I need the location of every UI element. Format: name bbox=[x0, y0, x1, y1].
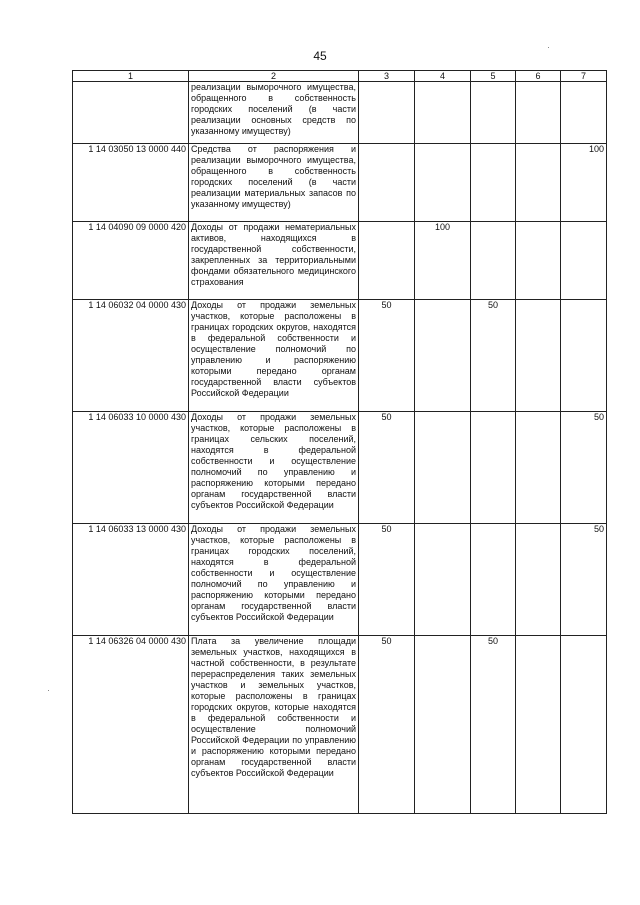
budget-code-cell: 1 14 06033 10 0000 430 bbox=[73, 412, 189, 524]
budget-code-cell bbox=[73, 82, 189, 144]
value-cell bbox=[415, 412, 471, 524]
value-cell: 50 bbox=[471, 636, 516, 814]
value-cell bbox=[561, 222, 607, 300]
column-header: 6 bbox=[516, 71, 561, 82]
value-cell bbox=[415, 636, 471, 814]
value-cell bbox=[471, 412, 516, 524]
revenue-table bbox=[72, 70, 607, 814]
column-header: 4 bbox=[415, 71, 471, 82]
column-header: 3 bbox=[359, 71, 415, 82]
value-cell bbox=[516, 144, 561, 222]
value-cell: 100 bbox=[561, 144, 607, 222]
table-row bbox=[73, 524, 607, 636]
value-cell: 50 bbox=[359, 636, 415, 814]
value-cell bbox=[471, 144, 516, 222]
value-cell bbox=[561, 636, 607, 814]
table-row bbox=[73, 222, 607, 300]
description-cell: Средства от распоряжения и реализации выморочного имущества, обращенного в собственность городских поселений (в части реализации материальных запасов по указанному имуществу) bbox=[189, 144, 359, 222]
value-cell bbox=[359, 144, 415, 222]
value-cell bbox=[471, 524, 516, 636]
column-header: 1 bbox=[73, 71, 189, 82]
header-row bbox=[73, 71, 607, 82]
value-cell: 50 bbox=[359, 412, 415, 524]
value-cell bbox=[516, 524, 561, 636]
value-cell bbox=[415, 82, 471, 144]
table-row bbox=[73, 300, 607, 412]
table-row bbox=[73, 636, 607, 814]
description-cell: Доходы от продажи земельных участков, которые расположены в границах сельских поселений, находятся в федеральной собственности и осуществление полномочий по управлению и распоряжению которыми передано органам государственной власти субъектов Российской Федерации bbox=[189, 412, 359, 524]
description-cell: реализации выморочного имущества, обращенного в собственность городских поселений (в части реализации основных средств по указанному имуществу) bbox=[189, 82, 359, 144]
scan-speck bbox=[48, 690, 49, 691]
column-header: 5 bbox=[471, 71, 516, 82]
value-cell: 50 bbox=[359, 300, 415, 412]
scan-speck bbox=[548, 47, 549, 48]
description-cell: Доходы от продажи земельных участков, которые расположены в границах городских округов, находятся в федеральной собственности и осуществление полномочий по управлению и распоряжению которыми передано органам государственной власти субъектов Российской Федерации bbox=[189, 300, 359, 412]
value-cell bbox=[359, 222, 415, 300]
value-cell: 50 bbox=[561, 524, 607, 636]
description-cell: Плата за увеличение площади земельных участков, находящихся в частной собственности, в результате перераспределения таких земельных участков и земельных участков, которые расположены в границах городских округов, которые находятся в федеральной собственности и осуществление полномочий Российской Федерации по управлению и распоряжению которыми передано органам государственной власти субъектов Российской Федерации bbox=[189, 636, 359, 814]
value-cell: 50 bbox=[561, 412, 607, 524]
page-number: 45 bbox=[313, 49, 327, 63]
budget-code-cell: 1 14 04090 09 0000 420 bbox=[73, 222, 189, 300]
budget-code-cell: 1 14 03050 13 0000 440 bbox=[73, 144, 189, 222]
value-cell bbox=[415, 524, 471, 636]
budget-code-cell: 1 14 06032 04 0000 430 bbox=[73, 300, 189, 412]
budget-code-cell: 1 14 06033 13 0000 430 bbox=[73, 524, 189, 636]
value-cell bbox=[516, 82, 561, 144]
value-cell: 100 bbox=[415, 222, 471, 300]
table-row bbox=[73, 144, 607, 222]
value-cell bbox=[415, 300, 471, 412]
value-cell bbox=[415, 144, 471, 222]
value-cell: 50 bbox=[359, 524, 415, 636]
column-header: 7 bbox=[561, 71, 607, 82]
description-cell: Доходы от продажи земельных участков, которые расположены в границах городских поселений, находятся в федеральной собственности и осуществление полномочий по управлению и распоряжению которыми передано органам государственной власти субъектов Российской Федерации bbox=[189, 524, 359, 636]
budget-code-cell: 1 14 06326 04 0000 430 bbox=[73, 636, 189, 814]
value-cell bbox=[471, 82, 516, 144]
value-cell bbox=[516, 636, 561, 814]
table-row bbox=[73, 82, 607, 144]
column-header: 2 bbox=[189, 71, 359, 82]
value-cell bbox=[359, 82, 415, 144]
value-cell bbox=[516, 412, 561, 524]
description-cell: Доходы от продажи нематериальных активов, находящихся в государственной собственности, закрепленных за территориальными фондами обязательного медицинского страхования bbox=[189, 222, 359, 300]
value-cell bbox=[561, 300, 607, 412]
value-cell bbox=[516, 300, 561, 412]
table-row bbox=[73, 412, 607, 524]
value-cell: 50 bbox=[471, 300, 516, 412]
value-cell bbox=[561, 82, 607, 144]
value-cell bbox=[471, 222, 516, 300]
value-cell bbox=[516, 222, 561, 300]
